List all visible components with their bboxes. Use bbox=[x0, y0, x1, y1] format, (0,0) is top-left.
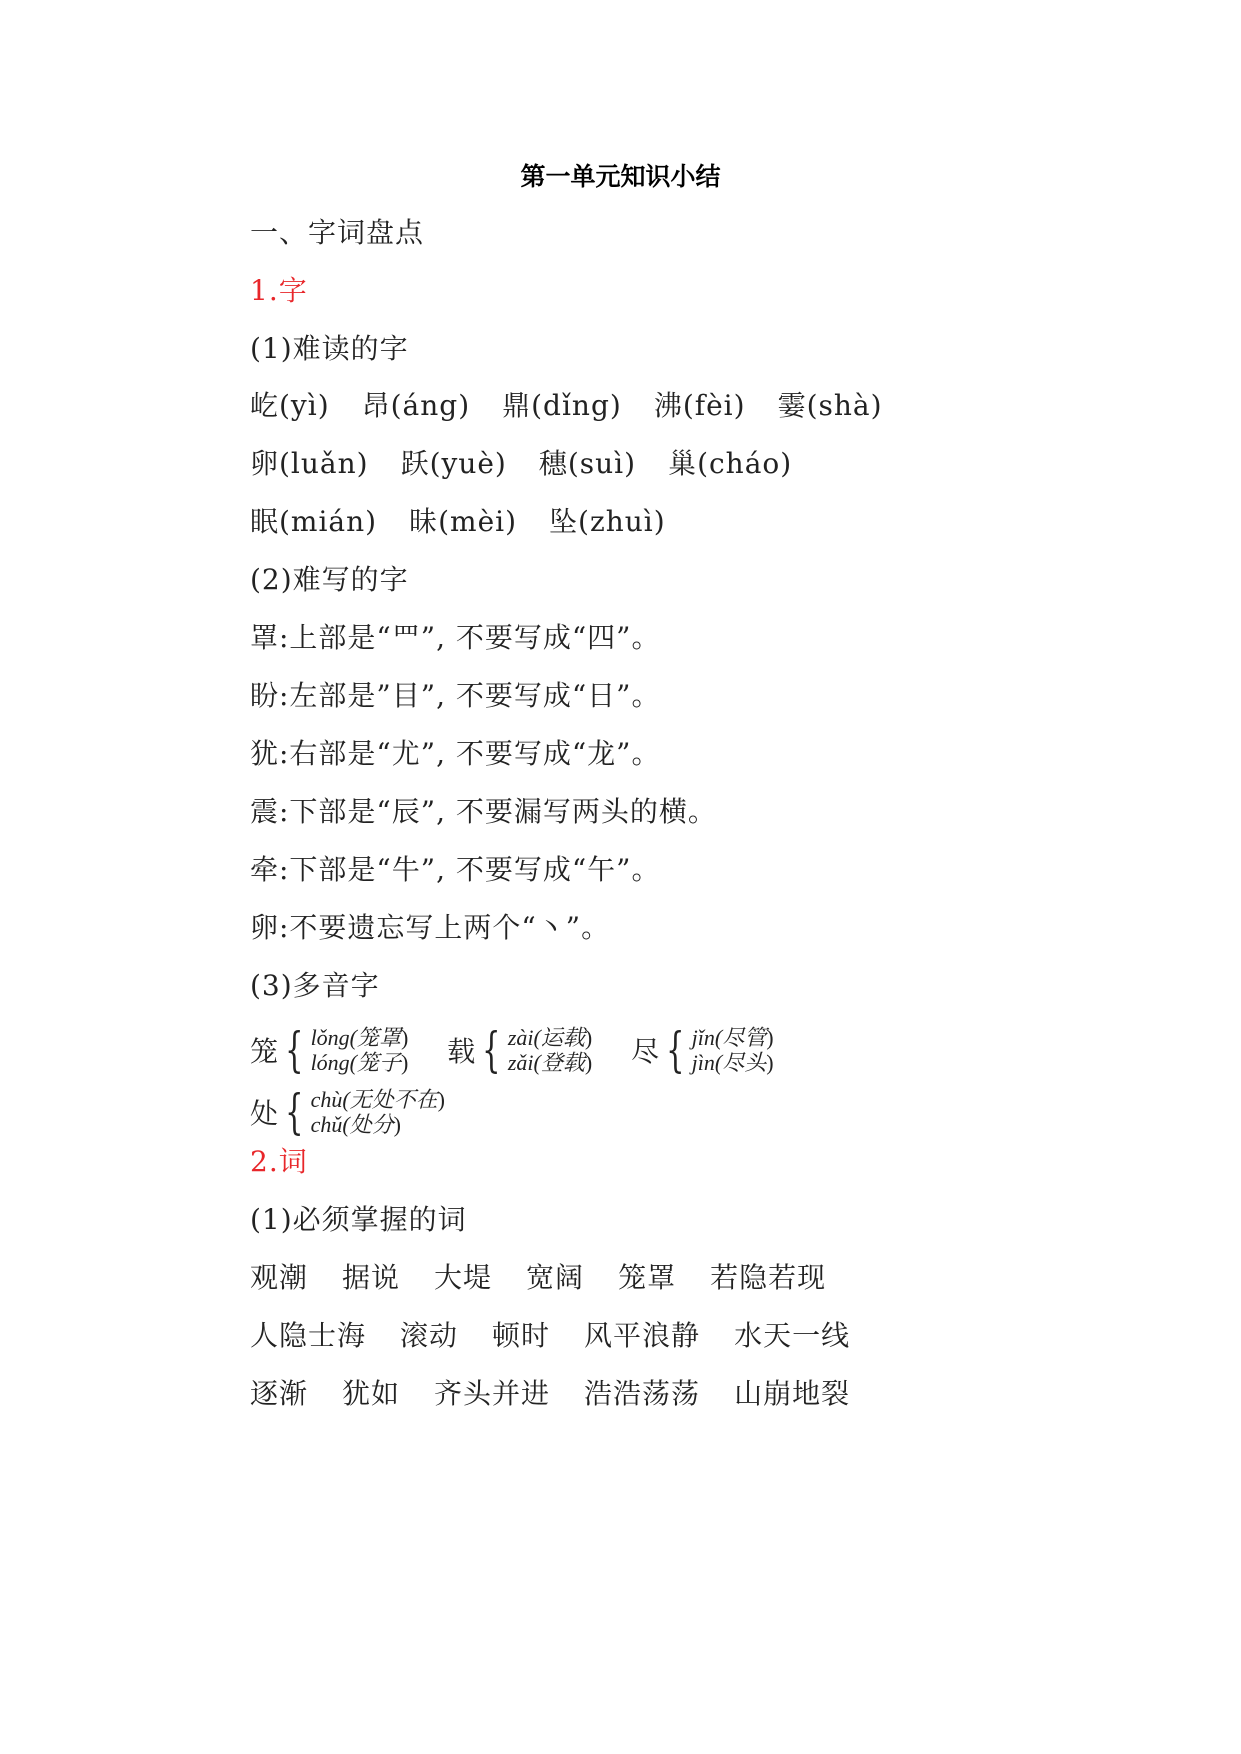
polyphone-group bbox=[447, 1020, 592, 1080]
polyphone-readings: chù(无处不在) chǔ(处分) bbox=[310, 1087, 445, 1137]
hard-to-read-heading: (1)难读的字 bbox=[250, 332, 409, 365]
brace-glyph: { bbox=[482, 1022, 501, 1078]
polyphone-heading: (3)多音字 bbox=[250, 969, 380, 1002]
polyphone-char: 笼 bbox=[250, 1035, 279, 1068]
vocab-word: 齐头并进 bbox=[434, 1377, 551, 1410]
subsection-heading-characters: 1.字 bbox=[250, 274, 308, 307]
vocab-word: 滚动 bbox=[400, 1319, 459, 1352]
pinyin-reading: jìn( bbox=[691, 1050, 723, 1075]
section-heading: 一、字词盘点 bbox=[250, 216, 425, 249]
vocab-word: 水天一线 bbox=[734, 1319, 851, 1352]
example-word: 尽管 bbox=[722, 1025, 767, 1050]
polyphone-char: 载 bbox=[447, 1035, 476, 1068]
pinyin-reading: jǐn( bbox=[691, 1025, 723, 1050]
vocab-word: 据说 bbox=[342, 1261, 401, 1294]
hard-write-line: 罩:上部是“罒”, 不要写成“四”。 bbox=[250, 621, 661, 654]
hard-write-line: 犹:右部是“尤”, 不要写成“龙”。 bbox=[250, 737, 661, 770]
example-word: 运载 bbox=[540, 1025, 585, 1050]
vocab-word: 顿时 bbox=[492, 1319, 551, 1352]
polyphone-row bbox=[250, 1082, 475, 1142]
hard-read-item: 跃(yuè) bbox=[400, 447, 507, 480]
polyphone-row bbox=[250, 1020, 804, 1080]
example-word: 笼罩 bbox=[357, 1025, 402, 1050]
example-word: 尽头 bbox=[722, 1050, 767, 1075]
example-word: 登载 bbox=[540, 1050, 585, 1075]
polyphone-readings: zài(运载) zǎi(登载) bbox=[507, 1025, 593, 1075]
polyphone-readings: lǒng(笼罩) lóng(笼子) bbox=[310, 1025, 409, 1075]
hard-read-row bbox=[250, 386, 915, 426]
polyphone-char: 处 bbox=[250, 1097, 279, 1130]
brace-glyph: { bbox=[666, 1022, 685, 1078]
hard-to-write-heading: (2)难写的字 bbox=[250, 563, 409, 596]
word-row bbox=[250, 1316, 884, 1356]
hard-read-item: 昂(áng) bbox=[361, 389, 471, 422]
hard-read-item: 沸(fèi) bbox=[653, 389, 746, 422]
pinyin-reading: zài( bbox=[507, 1025, 541, 1050]
polyphone-group bbox=[250, 1020, 408, 1080]
polyphone-char: 尽 bbox=[631, 1035, 660, 1068]
example-word: 无处不在 bbox=[349, 1087, 438, 1112]
polyphone-group bbox=[250, 1082, 445, 1142]
brace-glyph: { bbox=[285, 1084, 304, 1140]
vocab-word: 观潮 bbox=[250, 1261, 309, 1294]
hard-write-line: 牵:下部是“牛”, 不要写成“午”。 bbox=[250, 853, 661, 886]
pinyin-reading: chǔ( bbox=[310, 1112, 350, 1137]
example-word: 笼子 bbox=[357, 1050, 402, 1075]
vocab-word: 犹如 bbox=[342, 1377, 401, 1410]
vocab-word: 风平浪静 bbox=[584, 1319, 701, 1352]
hard-read-item: 昧(mèi) bbox=[409, 505, 518, 538]
vocab-word: 山崩地裂 bbox=[734, 1377, 851, 1410]
example-word: 处分 bbox=[349, 1112, 394, 1137]
vocab-word: 笼罩 bbox=[618, 1261, 677, 1294]
hard-read-item: 穗(suì) bbox=[538, 447, 637, 480]
pinyin-reading: lóng( bbox=[310, 1050, 358, 1075]
hard-write-line: 卵:不要遗忘写上两个“丶”。 bbox=[250, 911, 611, 944]
polyphone-readings: jǐn(尽管) jìn(尽头) bbox=[691, 1025, 774, 1075]
hard-read-item: 坠(zhuì) bbox=[549, 505, 666, 538]
pinyin-reading: chù( bbox=[310, 1087, 350, 1112]
hard-read-row bbox=[250, 502, 698, 542]
hard-read-item: 屹(yì) bbox=[250, 389, 330, 422]
must-know-words-heading: (1)必须掌握的词 bbox=[250, 1203, 467, 1236]
hard-read-item: 鼎(dǐng) bbox=[502, 389, 622, 422]
brace-glyph: { bbox=[285, 1022, 304, 1078]
hard-write-line: 震:下部是“辰”, 不要漏写两头的横。 bbox=[250, 795, 717, 828]
hard-read-row bbox=[250, 444, 824, 484]
vocab-word: 逐渐 bbox=[250, 1377, 309, 1410]
polyphone-group bbox=[631, 1020, 773, 1080]
hard-read-item: 眠(mián) bbox=[250, 505, 378, 538]
hard-read-item: 霎(shà) bbox=[777, 389, 883, 422]
vocab-word: 大堤 bbox=[434, 1261, 493, 1294]
vocab-word: 浩浩荡荡 bbox=[584, 1377, 701, 1410]
hard-read-item: 卵(luǎn) bbox=[250, 447, 369, 480]
vocab-word: 若隐若现 bbox=[710, 1261, 827, 1294]
vocab-word: 宽阔 bbox=[526, 1261, 585, 1294]
pinyin-reading: zǎi( bbox=[507, 1050, 541, 1075]
hard-read-item: 巢(cháo) bbox=[668, 447, 793, 480]
page-title: 第一单元知识小结 bbox=[520, 162, 721, 191]
hard-write-line: 盼:左部是”目”, 不要写成“日”。 bbox=[250, 679, 661, 712]
subsection-heading-words: 2.词 bbox=[250, 1145, 308, 1178]
word-row bbox=[250, 1374, 884, 1414]
pinyin-reading: lǒng( bbox=[310, 1025, 358, 1050]
vocab-word: 人隐士海 bbox=[250, 1319, 367, 1352]
word-row bbox=[250, 1258, 860, 1298]
